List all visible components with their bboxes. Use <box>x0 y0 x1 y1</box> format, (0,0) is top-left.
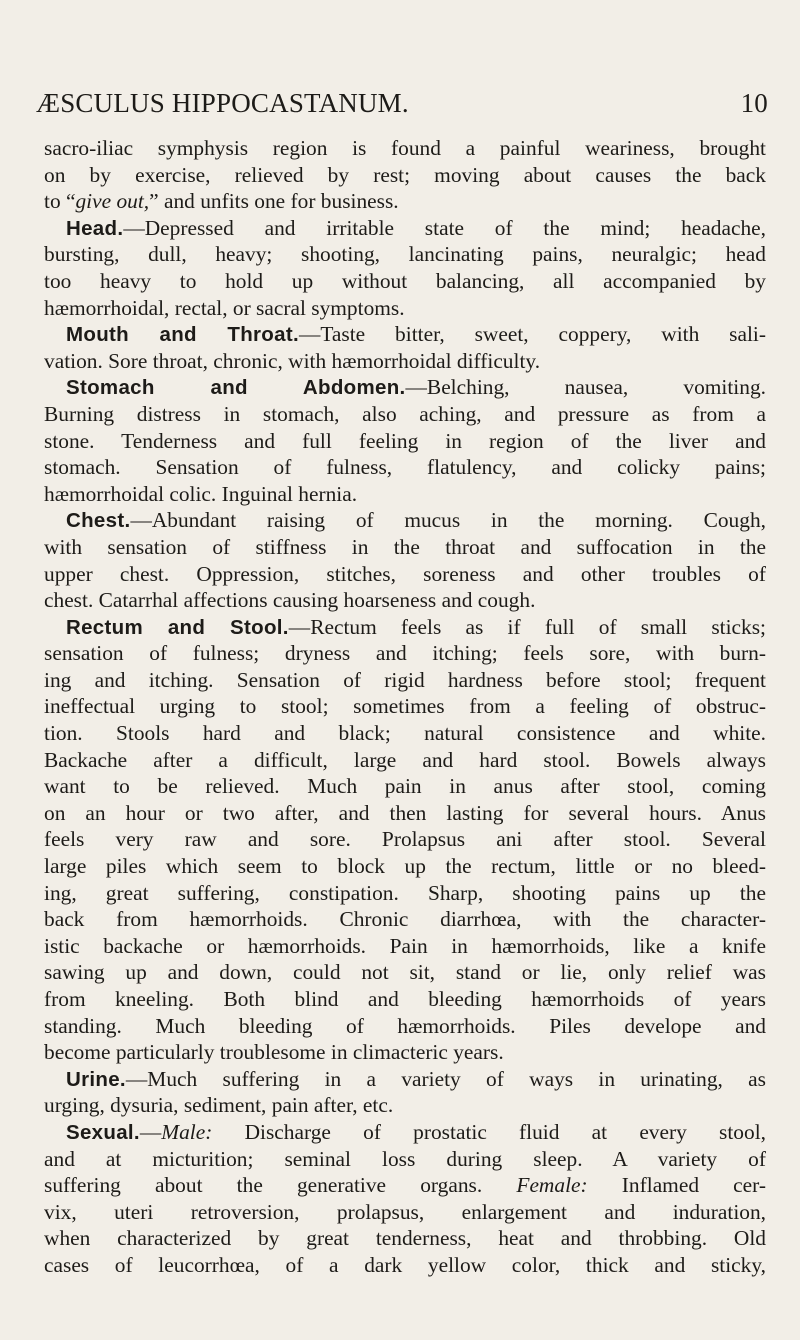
text-segment: sacro-iliac symphysis region is found a painful weariness, brought <box>44 136 766 160</box>
text-line <box>44 1252 766 1279</box>
text-line <box>44 1172 766 1199</box>
text-segment: upper chest. Oppression, stitches, soreness and other troubles of <box>44 561 766 586</box>
text-line <box>44 906 766 933</box>
text-segment: suffering about the generative organs. <box>44 1173 517 1198</box>
text-line <box>44 880 766 907</box>
italic-text: Female: <box>516 1173 588 1198</box>
text-line <box>44 401 766 428</box>
text-segment: —Taste bitter, sweet, coppery, with sali- <box>298 322 766 347</box>
text-segment: tion. Stools hard and black; natural consistence and white. <box>44 721 766 746</box>
section-heading: Sexual. <box>66 1120 140 1144</box>
text-line <box>44 826 766 853</box>
text-line <box>44 321 766 348</box>
italic-text: Male: <box>161 1119 213 1144</box>
text-line <box>44 986 766 1013</box>
section-heading: Urine. <box>66 1067 126 1091</box>
text-line <box>44 1013 766 1040</box>
text-segment: ” and unfits one for business. <box>149 189 399 214</box>
text-line <box>44 1146 766 1173</box>
text-line <box>44 215 766 242</box>
text-line <box>44 773 766 800</box>
text-line <box>44 1225 766 1252</box>
text-segment: chest. Catarrhal affections causing hoarseness and cough. <box>44 588 536 613</box>
text-segment: vation. Sore throat, chronic, with hæmorrhoidal difficulty. <box>44 348 541 373</box>
body-text <box>44 135 766 1279</box>
text-segment: Burning distress in stomach, also aching, and pressure as from a <box>44 401 766 426</box>
text-line <box>44 720 766 747</box>
text-line <box>44 933 766 960</box>
text-segment: vix, uteri retroversion, prolapsus, enlargement and induration, <box>44 1199 766 1224</box>
italic-text: give out, <box>75 189 150 214</box>
text-segment: —Abundant raising of mucus in the morning. Cough, <box>130 508 766 533</box>
text-segment: sawing up and down, could not sit, stand or lie, only relief was <box>44 960 766 985</box>
text-segment: —Belching, nausea, vomiting. <box>405 375 766 400</box>
text-segment: want to be relieved. Much pain in anus after stool, coming <box>44 774 766 799</box>
text-segment: Discharge of prostatic fluid at every stool, <box>212 1119 766 1144</box>
text-segment: istic backache or hæmorrhoids. Pain in hæmorrhoids, like a knife <box>44 933 766 958</box>
text-segment: Backache after a difficult, large and hard stool. Bowels always <box>44 747 766 772</box>
text-line <box>44 1039 766 1066</box>
text-segment: on by exercise, relieved by rest; moving about causes the back <box>44 162 766 187</box>
text-segment: too heavy to hold up without balancing, all accompanied by <box>44 268 766 293</box>
text-segment: when characterized by great tenderness, heat and throbbing. Old <box>44 1226 766 1251</box>
section-heading: Chest. <box>66 509 131 533</box>
text-segment: with sensation of stiffness in the throat and suffocation in the <box>44 534 766 559</box>
text-segment: from kneeling. Both blind and bleeding hæmorrhoids of years <box>44 987 766 1011</box>
section-heading: Rectum and Stool. <box>66 615 289 639</box>
text-line <box>44 507 766 534</box>
text-segment: on an hour or two after, and then lasting for several hours. Anus <box>44 800 766 825</box>
text-segment: feels very raw and sore. Prolapsus ani after stool. Several <box>44 827 766 852</box>
section-heading: Head. <box>66 216 124 240</box>
text-line <box>44 747 766 774</box>
text-segment: Inflamed cer- <box>587 1173 766 1198</box>
text-segment: stomach. Sensation of fulness, flatulency, and colicky pains; <box>44 455 766 480</box>
text-line <box>44 614 766 641</box>
section-heading: Stomach and Abdomen. <box>66 376 406 400</box>
section-heading: Mouth and Throat. <box>66 323 299 347</box>
text-segment: ing, great suffering, constipation. Sharp, shooting pains up the <box>44 880 766 905</box>
text-segment: urging, dysuria, sediment, pain after, etc. <box>44 1093 394 1118</box>
text-segment: to “ <box>44 189 76 214</box>
text-segment: — <box>139 1119 162 1144</box>
text-line <box>44 800 766 827</box>
text-line <box>44 1066 766 1093</box>
text-line <box>44 667 766 694</box>
text-line <box>44 428 766 455</box>
text-line <box>44 534 766 561</box>
text-line <box>44 374 766 401</box>
page-number: 10 <box>740 88 768 118</box>
text-segment: standing. Much bleeding of hæmorrhoids. Piles develope and <box>44 1013 766 1038</box>
text-segment: become particularly troublesome in climacteric years. <box>44 1040 504 1065</box>
text-line <box>44 853 766 880</box>
text-line <box>44 587 766 614</box>
running-head <box>36 88 768 122</box>
text-line <box>44 693 766 720</box>
text-line <box>44 640 766 667</box>
text-line <box>44 454 766 481</box>
text-line <box>44 959 766 986</box>
text-segment: ing and itching. Sensation of rigid hardness before stool; frequent <box>44 667 766 692</box>
text-line <box>44 1092 766 1119</box>
text-segment: cases of leucorrhœa, of a dark yellow color, thick and sticky, <box>44 1252 766 1277</box>
text-segment: hæmorrhoidal, rectal, or sacral symptoms. <box>44 295 405 320</box>
text-segment: stone. Tenderness and full feeling in region of the liver and <box>44 428 766 453</box>
running-title: ÆSCULUS HIPPOCASTANUM. <box>36 88 409 118</box>
text-line <box>44 268 766 295</box>
text-line <box>44 481 766 508</box>
text-line <box>44 1119 766 1146</box>
text-line <box>44 188 766 215</box>
text-segment: bursting, dull, heavy; shooting, lancinating pains, neuralgic; head <box>44 242 766 267</box>
text-segment: ineffectual urging to stool; sometimes from a feeling of obstruc- <box>44 694 766 719</box>
text-segment: back from hæmorrhoids. Chronic diarrhœa, with the character- <box>44 907 766 932</box>
text-line <box>44 561 766 588</box>
text-segment: sensation of fulness; dryness and itching; feels sore, with burn- <box>44 641 766 666</box>
text-line <box>44 135 766 162</box>
text-line <box>44 162 766 189</box>
text-segment: —Much suffering in a variety of ways in urinating, as <box>125 1066 766 1091</box>
text-segment: hæmorrhoidal colic. Inguinal hernia. <box>44 481 358 506</box>
text-segment: —Rectum feels as if full of small sticks; <box>288 614 767 639</box>
text-line <box>44 1199 766 1226</box>
text-segment: and at micturition; seminal loss during sleep. A variety of <box>44 1146 766 1171</box>
text-segment: —Depressed and irritable state of the mind; headache, <box>123 215 766 240</box>
text-segment: large piles which seem to block up the rectum, little or no bleed- <box>44 854 766 879</box>
text-line <box>44 348 766 375</box>
text-line <box>44 295 766 322</box>
text-line <box>44 241 766 268</box>
